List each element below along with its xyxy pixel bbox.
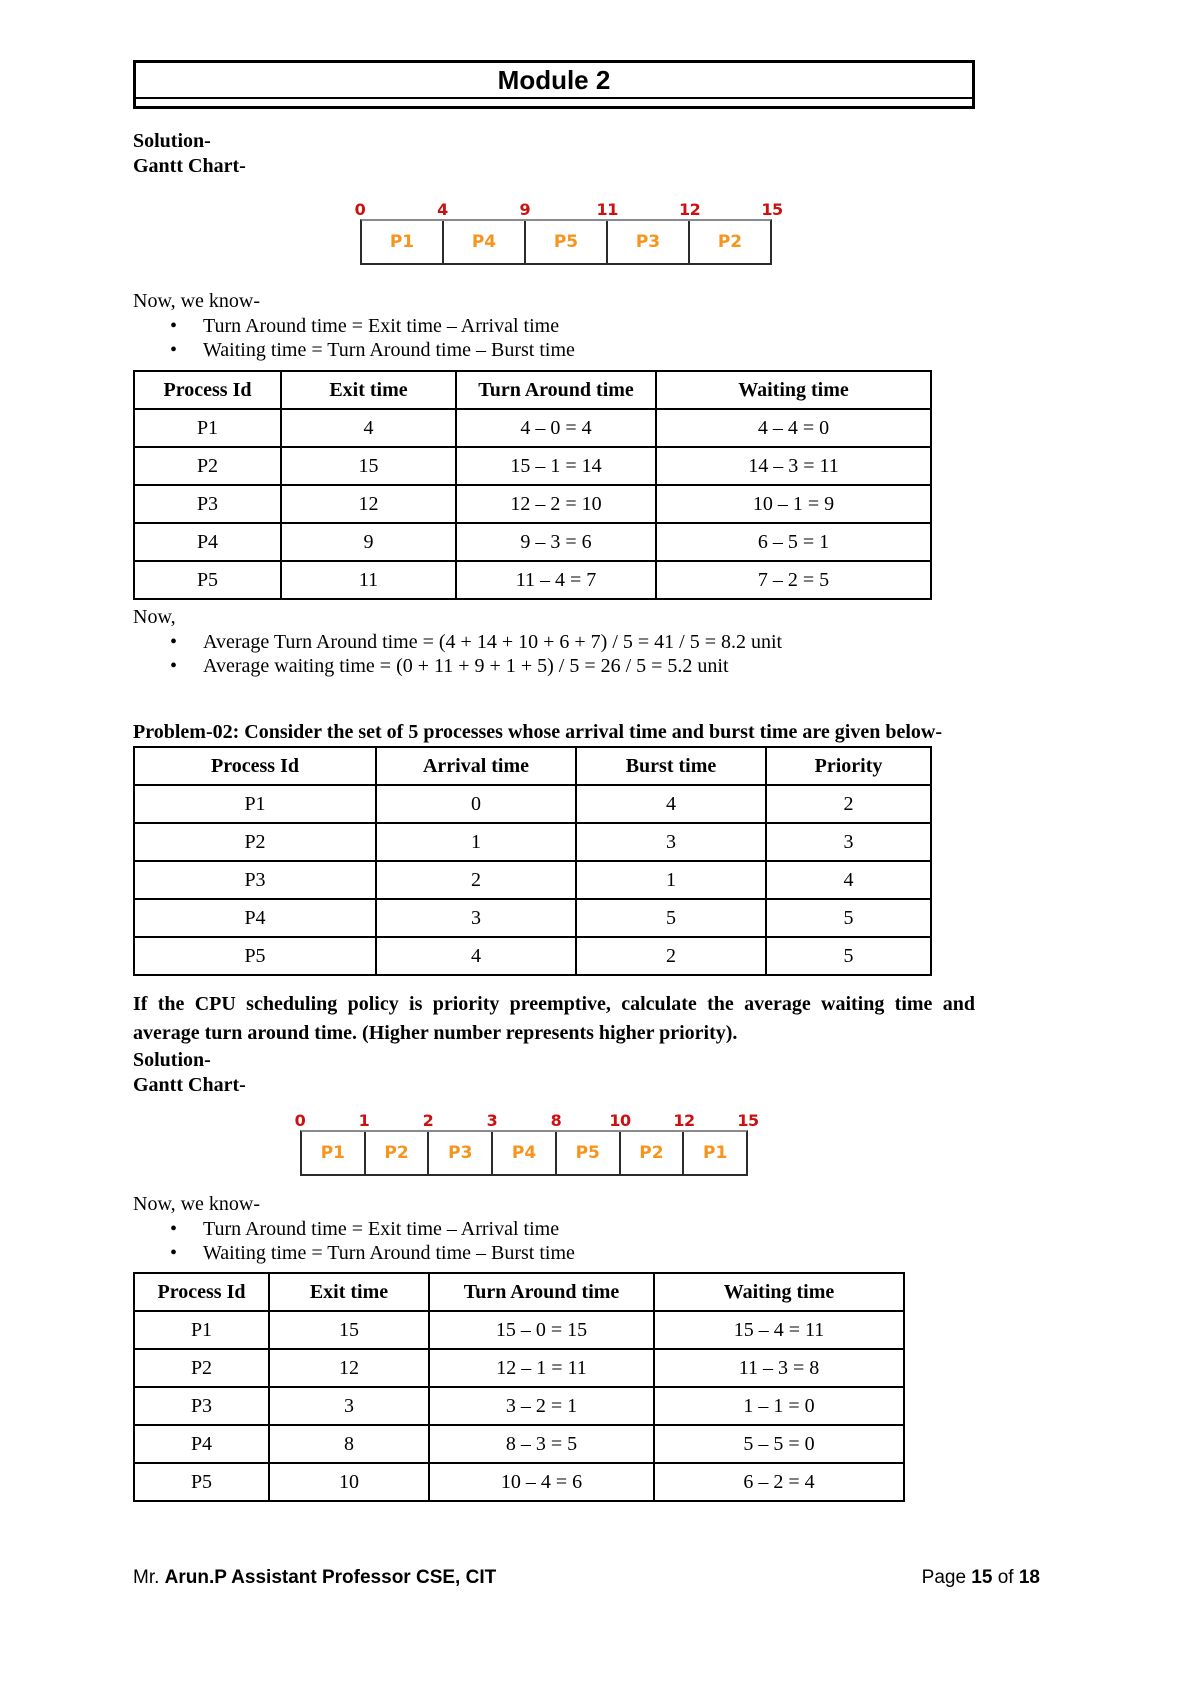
gantt-cell: P4 — [491, 1132, 555, 1174]
cell: 15 – 1 = 14 — [456, 447, 656, 485]
bullet-icon: • — [170, 631, 178, 653]
col-header: Exit time — [281, 371, 456, 409]
now-we-know-text: Now, we know- — [133, 1193, 261, 1215]
table-row — [134, 1387, 904, 1425]
table-row — [134, 861, 931, 899]
footer-author-prefix: Mr. — [133, 1567, 160, 1588]
cell: 6 – 2 = 4 — [654, 1463, 904, 1501]
cell: P1 — [134, 409, 281, 447]
col-header: Turn Around time — [429, 1273, 654, 1311]
time-marker: 3 — [486, 1111, 498, 1130]
cell: 4 — [281, 409, 456, 447]
table-header-row — [134, 747, 931, 785]
cell: 10 – 1 = 9 — [656, 485, 931, 523]
table-row — [134, 409, 931, 447]
formula-waiting: Waiting time = Turn Around time – Burst time — [203, 339, 575, 361]
gantt-cell: P5 — [555, 1132, 619, 1174]
cell: P2 — [134, 823, 376, 861]
time-marker: 8 — [550, 1111, 562, 1130]
cell: 15 — [281, 447, 456, 485]
gantt-cell: P1 — [682, 1132, 746, 1174]
cell: 15 – 4 = 11 — [654, 1311, 904, 1349]
of-word: of — [997, 1567, 1014, 1588]
page-total: 18 — [1018, 1567, 1040, 1588]
cell: 3 — [269, 1387, 429, 1425]
cell: 12 – 2 = 10 — [456, 485, 656, 523]
module-title-box — [133, 60, 975, 109]
cell: 5 — [766, 899, 931, 937]
cell: P2 — [134, 1349, 269, 1387]
cell: 2 — [766, 785, 931, 823]
cell: 5 — [766, 937, 931, 975]
bullet-icon: • — [170, 315, 178, 337]
cell: 0 — [376, 785, 576, 823]
time-marker: 0 — [294, 1111, 306, 1130]
gantt-chart-label: Gantt Chart- — [133, 155, 246, 177]
cell: P5 — [134, 561, 281, 599]
table-row — [134, 1311, 904, 1349]
cell: 12 — [269, 1349, 429, 1387]
gantt-1-bar — [360, 219, 772, 265]
cell: 5 – 5 = 0 — [654, 1425, 904, 1463]
footer-page-number — [922, 1566, 1040, 1590]
table-row — [134, 899, 931, 937]
problem-02-heading: Problem-02: Consider the set of 5 processes whose arrival time and burst time are given below- — [133, 721, 942, 743]
gantt-1-timeline — [354, 197, 783, 219]
cell: 7 – 2 = 5 — [656, 561, 931, 599]
table-header-row — [134, 1273, 904, 1311]
cell: 6 – 5 = 1 — [656, 523, 931, 561]
cell: 1 — [576, 861, 766, 899]
solution-label: Solution- — [133, 1049, 211, 1071]
cell: 4 — [576, 785, 766, 823]
cell: 11 — [281, 561, 456, 599]
cell: 4 — [766, 861, 931, 899]
cell: 8 – 3 = 5 — [429, 1425, 654, 1463]
formula-waiting: Waiting time = Turn Around time – Burst time — [203, 1242, 575, 1264]
col-header: Priority — [766, 747, 931, 785]
cell: P3 — [134, 861, 376, 899]
cell: 4 — [376, 937, 576, 975]
formula-turnaround: Turn Around time = Exit time – Arrival time — [203, 1218, 560, 1240]
time-marker: 12 — [678, 200, 701, 219]
cell: 5 — [576, 899, 766, 937]
cell: 15 — [269, 1311, 429, 1349]
cell: P1 — [134, 1311, 269, 1349]
cell: 1 – 1 = 0 — [654, 1387, 904, 1425]
cell: P3 — [134, 485, 281, 523]
cell: P4 — [134, 1425, 269, 1463]
time-marker: 9 — [519, 200, 531, 219]
bullet-icon: • — [170, 339, 178, 361]
formula-turnaround: Turn Around time = Exit time – Arrival time — [203, 315, 560, 337]
cell: P3 — [134, 1387, 269, 1425]
average-bullet — [170, 654, 1200, 678]
gantt-chart-label: Gantt Chart- — [133, 1074, 246, 1096]
cell: P5 — [134, 1463, 269, 1501]
gantt-cell: P2 — [364, 1132, 428, 1174]
gantt-cell: P5 — [524, 221, 606, 263]
page-footer — [133, 1566, 1040, 1590]
now-we-know-text: Now, we know- — [133, 290, 261, 312]
gantt-2-timeline — [294, 1108, 759, 1130]
formula-bullet — [170, 338, 1200, 362]
formula-bullet — [170, 1241, 1200, 1265]
table-row — [134, 1425, 904, 1463]
col-header: Process Id — [134, 747, 376, 785]
cell: 3 — [766, 823, 931, 861]
cell: 12 – 1 = 11 — [429, 1349, 654, 1387]
formula-bullet — [170, 1217, 1200, 1241]
table-row — [134, 937, 931, 975]
gantt-2-bar — [300, 1130, 748, 1176]
cell: 1 — [376, 823, 576, 861]
table-row — [134, 485, 931, 523]
page-title: Module 2 — [136, 64, 972, 99]
cell: 9 – 3 = 6 — [456, 523, 656, 561]
gantt-cell: P4 — [442, 221, 524, 263]
table-row — [134, 785, 931, 823]
col-header: Exit time — [269, 1273, 429, 1311]
page-word: Page — [921, 1567, 967, 1588]
gantt-cell: P2 — [688, 221, 770, 263]
table-row — [134, 561, 931, 599]
cell: P1 — [134, 785, 376, 823]
gantt-cell: P2 — [619, 1132, 683, 1174]
table-header-row — [134, 371, 931, 409]
time-marker: 0 — [354, 200, 366, 219]
table-row — [134, 823, 931, 861]
cell: 4 – 4 = 0 — [656, 409, 931, 447]
gantt-chart-1 — [354, 197, 783, 265]
gantt-cell: P3 — [427, 1132, 491, 1174]
cell: P5 — [134, 937, 376, 975]
table-row — [134, 523, 931, 561]
cell: P2 — [134, 447, 281, 485]
cell: 3 – 2 = 1 — [429, 1387, 654, 1425]
cell: 2 — [576, 937, 766, 975]
cell: 4 – 0 = 4 — [456, 409, 656, 447]
gantt-cell: P3 — [606, 221, 688, 263]
time-marker: 2 — [422, 1111, 434, 1130]
input-table-problem-2 — [133, 746, 932, 976]
time-marker: 12 — [673, 1111, 695, 1130]
average-bullet — [170, 630, 1200, 654]
result-table-2 — [133, 1272, 905, 1502]
cell: 14 – 3 = 11 — [656, 447, 931, 485]
time-marker: 10 — [609, 1111, 631, 1130]
solution-label: Solution- — [133, 130, 211, 152]
cell: 15 – 0 = 15 — [429, 1311, 654, 1349]
time-marker: 15 — [761, 200, 783, 219]
bullet-icon: • — [170, 1242, 178, 1264]
col-header: Turn Around time — [456, 371, 656, 409]
col-header: Process Id — [134, 371, 281, 409]
time-marker: 1 — [358, 1111, 370, 1130]
col-header: Waiting time — [654, 1273, 904, 1311]
col-header: Waiting time — [656, 371, 931, 409]
time-marker: 15 — [737, 1111, 759, 1130]
footer-author-name: Arun.P Assistant Professor CSE, CIT — [164, 1567, 497, 1588]
col-header: Process Id — [134, 1273, 269, 1311]
table-row — [134, 1463, 904, 1501]
cell: 9 — [281, 523, 456, 561]
cell: 10 — [269, 1463, 429, 1501]
cell: 2 — [376, 861, 576, 899]
average-turnaround: Average Turn Around time = (4 + 14 + 10 + 6 + 7) / 5 = 41 / 5 = 8.2 unit — [203, 631, 783, 653]
footer-author — [133, 1566, 496, 1590]
cell: P4 — [134, 899, 376, 937]
bullet-icon: • — [170, 655, 178, 677]
average-waiting: Average waiting time = (0 + 11 + 9 + 1 + 5) / 5 = 26 / 5 = 5.2 unit — [203, 655, 729, 677]
gantt-cell: P1 — [320, 1143, 345, 1163]
col-header: Arrival time — [376, 747, 576, 785]
formula-bullet — [170, 314, 1200, 338]
bullet-icon: • — [170, 1218, 178, 1240]
now-text: Now, — [133, 606, 176, 628]
time-marker: 4 — [437, 200, 448, 219]
gantt-cell: P1 — [389, 232, 415, 252]
cell: P4 — [134, 523, 281, 561]
result-table-1 — [133, 370, 932, 600]
cell: 11 – 3 = 8 — [654, 1349, 904, 1387]
table-row — [134, 447, 931, 485]
gantt-chart-2 — [294, 1108, 759, 1176]
cell: 3 — [376, 899, 576, 937]
cell: 11 – 4 = 7 — [456, 561, 656, 599]
cell: 3 — [576, 823, 766, 861]
cell: 12 — [281, 485, 456, 523]
cell: 10 – 4 = 6 — [429, 1463, 654, 1501]
cell: 8 — [269, 1425, 429, 1463]
page-current: 15 — [971, 1567, 993, 1588]
table-row — [134, 1349, 904, 1387]
time-marker: 11 — [596, 200, 618, 219]
col-header: Burst time — [576, 747, 766, 785]
problem-02-question: If the CPU scheduling policy is priority preemptive, calculate the average waiting time and average turn around time. (Higher number represents higher priority). — [133, 993, 975, 1044]
